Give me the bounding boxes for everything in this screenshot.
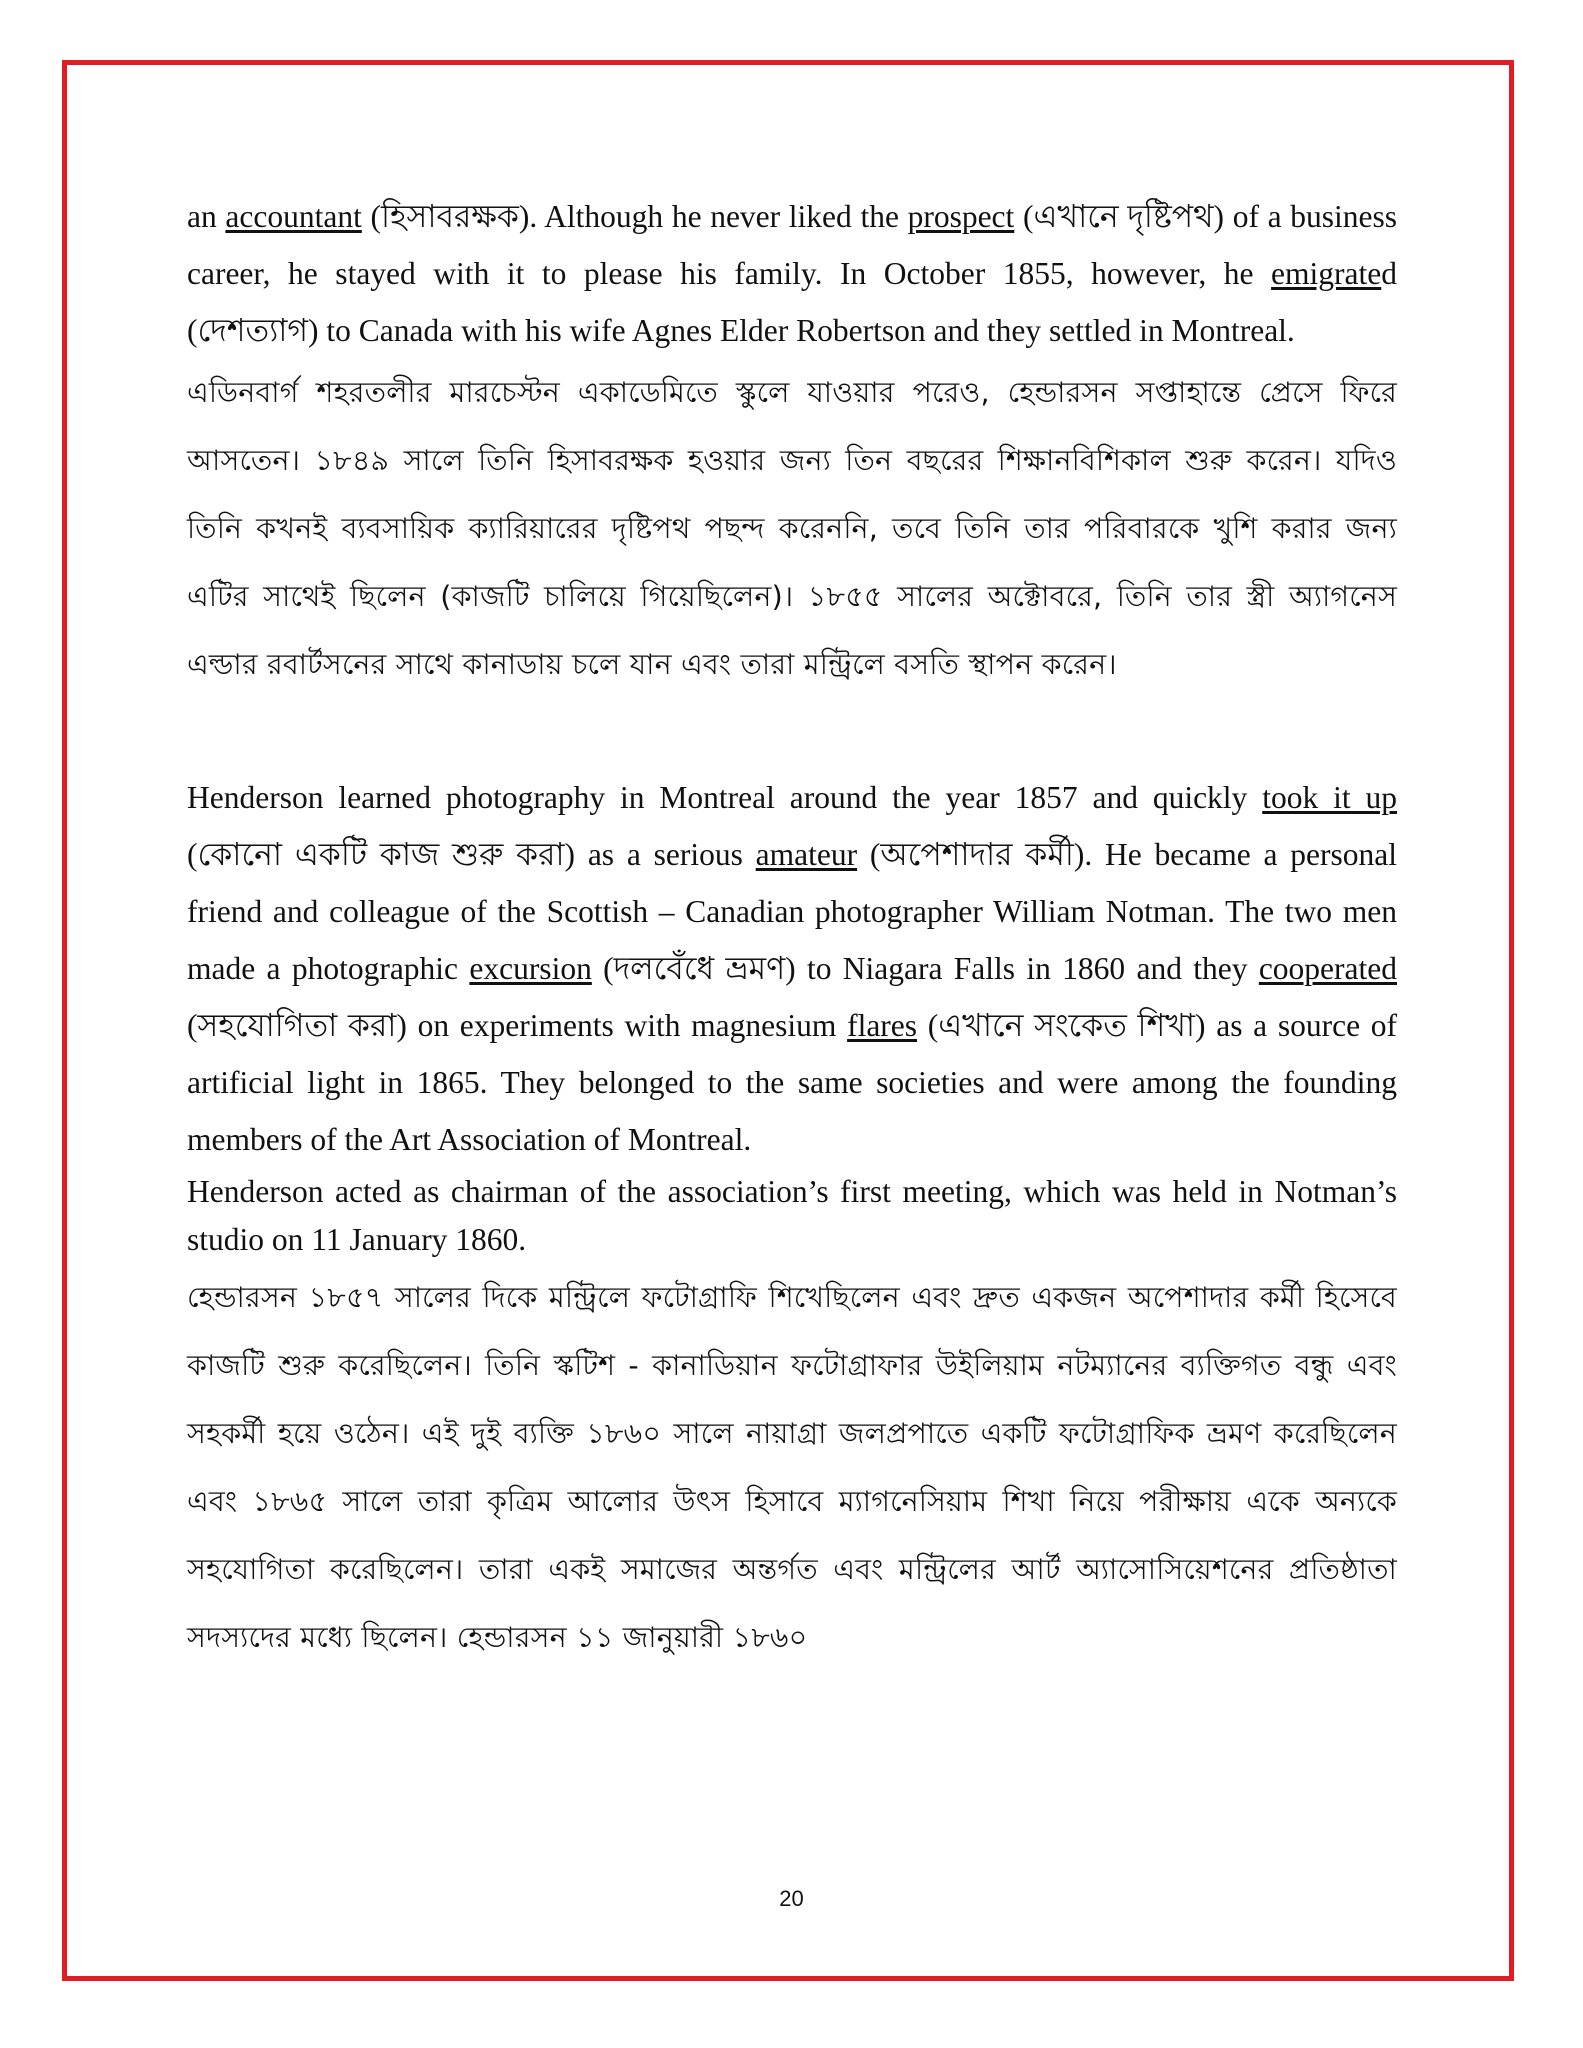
text-run: (কোনো একটি কাজ শুরু করা) as a serious <box>187 837 756 872</box>
vocab-word-flares: flares <box>847 1008 918 1043</box>
paragraph-bengali-1: এডিনবার্গ শহরতলীর মারচেস্টন একাডেমিতে স্কুলে যাওয়ার পরেও, হেন্ডারসন সপ্তাহান্তে প্রেসে ফিরে আসতেন। ১৮৪৯ সালে তিনি হিসাবরক্ষক হওয়ার জন্য তিন বছরের শিক্ষানবিশিকাল শুরু করেন। যদিও তিনি কখনই ব্যবসায়িক ক্যারিয়ারের দৃষ্টিপথ পছন্দ করেননি, তবে তিনি তার পরিবারকে খুশি করার জন্য এটির সাথেই ছিলেন (কাজটি চালিয়ে গিয়েছিলেন)। ১৮৫৫ সালের অক্টোবরে, তিনি তার স্ত্রী অ্যাগনেস এল্ডার রবার্টসনের সাথে কানাডায় চলে যান এবং তারা মন্ট্রিলে বসতি স্থাপন করেন। <box>187 376 1397 681</box>
text-run: an <box>187 199 226 234</box>
vocab-word-prospect: prospect <box>907 199 1015 234</box>
text-run: (দলবেঁধে ভ্রমণ) to Niagara Falls in 1860 and they <box>591 951 1259 986</box>
paragraph-bengali-2: হেন্ডারসন ১৮৫৭ সালের দিকে মন্ট্রিলে ফটোগ্রাফি শিখেছিলেন এবং দ্রুত একজন অপেশাদার কর্মী হিসেবে কাজটি শুরু করেছিলেন। তিনি স্কটিশ - কানাডিয়ান ফটোগ্রাফার উইলিয়াম নটম্যানের ব্যক্তিগত বন্ধু এবং সহকর্মী হয়ে ওঠেন। এই দুই ব্যক্তি ১৮৬০ সালে নায়াগ্রা জলপ্রপাতে একটি ফটোগ্রাফিক ভ্রমণ করেছিলেন এবং ১৮৬৫ সালে তারা কৃত্রিম আলোর উৎস হিসাবে ম্যাগনেসিয়াম শিখা নিয়ে পরীক্ষায় একে অন্যকে সহযোগিতা করেছিলেন। তারা একই সমাজের অন্তর্গত এবং মন্ট্রিলের আর্ট অ্যাসোসিয়েশনের প্রতিষ্ঠাতা সদস্যদের মধ্যে ছিলেন। হেন্ডারসন ১১ জানুয়ারী ১৮৬০ <box>187 1281 1397 1654</box>
text-run: Henderson learned photography in Montreal around the year 1857 and quickly <box>187 780 1263 815</box>
paragraph-english-2-continued: Henderson acted as chairman of the association’s first meeting, which was held in Notman’s studio on 11 January 1860. <box>187 1174 1397 1257</box>
vocab-word-accountant: accountant <box>225 199 362 234</box>
vocab-word-amateur: amateur <box>755 837 858 872</box>
vocab-word-excursion: excursion <box>469 951 592 986</box>
paragraph-english-2 <box>187 769 1397 1168</box>
page-content <box>187 188 1397 1672</box>
vocab-word-emigrated: emigrate <box>1271 256 1382 291</box>
paragraph-gap <box>187 699 1397 769</box>
text-run: (অপেশাদার কর্মী). He became a personal friend and colleague of the Scottish – Canadian photographer William Notman. The two men made a photographic <box>187 837 1397 986</box>
text-run: (এখানে দৃষ্টিপথ) of a business career, he stayed with it to please his family. In October 1855, however, he <box>187 199 1397 291</box>
vocab-word-took-it-up: took it up <box>1262 780 1397 815</box>
text-run: (সহযোগিতা করা) on experiments with magnesium <box>187 1008 848 1043</box>
paragraph-english-1 <box>187 188 1397 359</box>
text-run: d (দেশত্যাগ) to Canada with his wife Agnes Elder Robertson and they settled in Montreal. <box>187 256 1397 348</box>
text-run: (হিসাবরক্ষক). Although he never liked the <box>361 199 908 234</box>
page-number: 20 <box>779 1886 804 1911</box>
text-run: (এখানে সংকেত শিখা) as a source of artificial light in 1865. They belonged to the same societies and were among the founding members of the Art Association of Montreal. <box>187 1008 1397 1157</box>
vocab-word-cooperated: cooperated <box>1258 951 1397 986</box>
